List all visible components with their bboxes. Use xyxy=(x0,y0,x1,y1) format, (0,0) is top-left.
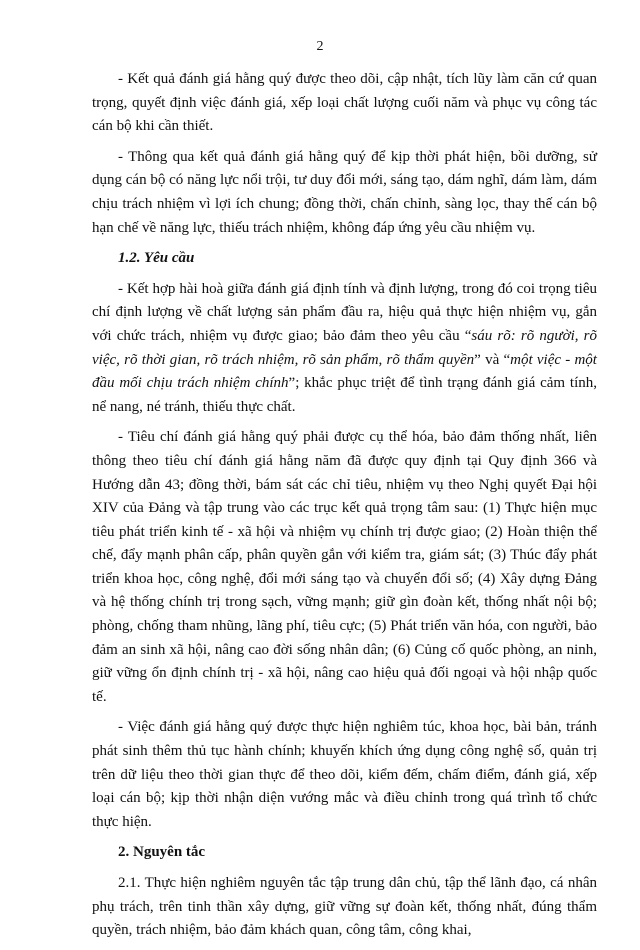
text-run: - Thông qua kết quả đánh giá hằng quý để kịp thời phát hiện, bồi dưỡng, sử dụng cán bộ có năng lực nổi trội, tư duy đổi mới, sáng tạo, dám nghĩ, dám làm, dám chịu trách nhiệm vì lợi ích chung; đồng thời, chấn chỉnh, sàng lọc, thay thế cán bộ hạn chế về năng lực, thiếu trách nhiệm, không đáp ứng yêu cầu nhiệm vụ. xyxy=(92,148,597,236)
text-run: - Tiêu chí đánh giá hằng quý phải được cụ thể hóa, bảo đảm thống nhất, liên thông theo tiêu chí đánh giá hằng năm đã được quy định tại Quy định 366 và Hướng dẫn 43; đồng thời, bám sát các chỉ tiêu, nhiệm vụ theo Nghị quyết Đại hội XIV của Đảng và tập trung vào các trục kết quả trọng tâm sau: (1) Thực hiện mục tiêu phát triển kinh tế - xã hội và nhiệm vụ chính trị được giao; (2) Hoàn thiện thể chế, đẩy mạnh phân cấp, phân quyền gắn với kiểm tra, giám sát; (3) Thúc đẩy phát triển khoa học, công nghệ, đổi mới sáng tạo và chuyển đổi số; (4) Xây dựng Đảng và hệ thống chính trị trong sạch, vững mạnh; giữ gìn đoàn kết, thống nhất nội bộ; phòng, chống tham nhũng, lãng phí, tiêu cực; (5) Phát triển văn hóa, con người, bảo đảm an sinh xã hội, nâng cao đời sống nhân dân; (6) Củng cố quốc phòng, an ninh, giữ vững ổn định chính trị - xã hội, nâng cao hiệu quả đối ngoại và hội nhập quốc tế. xyxy=(92,429,597,705)
paragraph xyxy=(92,716,597,834)
text-run: - Kết quả đánh giá hằng quý được theo dõi, cập nhật, tích lũy làm căn cứ quan trọng, quyết định việc đánh giá, xếp loại chất lượng cuối năm và phục vụ công tác cán bộ khi cần thiết. xyxy=(92,71,597,135)
paragraph xyxy=(92,146,597,240)
section-heading xyxy=(92,841,597,865)
page-number: 2 xyxy=(316,39,324,54)
text-run: ”; khắc phục triệt để tình trạng đánh giá cảm tính, nể nang, né tránh, thiếu thực chất. xyxy=(92,375,597,415)
paragraph xyxy=(92,426,597,709)
emphasis-text: một việc - một đầu mối chịu trách nhiệm chính xyxy=(92,351,597,392)
text-run: ” và “ xyxy=(474,351,511,368)
paragraph xyxy=(92,68,597,139)
paragraph xyxy=(92,872,597,943)
text-run: 2. Nguyên tắc xyxy=(118,844,206,861)
paragraph xyxy=(92,278,597,420)
text-run: 2.1. Thực hiện nghiêm nguyên tắc tập trung dân chủ, tập thể lãnh đạo, cá nhân phụ trách, trên tinh thần xây dựng, giữ vững sự đoàn kết, thống nhất, đúng thẩm quyền, trách nhiệm, bảo đảm khách quan, công tâm, công khai, xyxy=(92,875,597,939)
text-run: - Kết hợp hài hoà giữa đánh giá định tính và định lượng, trong đó coi trọng tiêu chí định lượng về chất lượng sản phẩm đầu ra, hiệu quả thực hiện nhiệm vụ, gắn với chức trách, nhiệm vụ được giao; bảo đảm theo yêu cầu “ xyxy=(92,280,597,344)
emphasis-text: sáu rõ: rõ người, rõ việc, rõ thời gian, rõ trách nhiệm, rõ sản phẩm, rõ thẩm quyền xyxy=(92,327,597,368)
text-run: 1.2. Yêu cầu xyxy=(118,250,195,267)
document-body xyxy=(92,68,597,950)
text-run: - Việc đánh giá hằng quý được thực hiện nghiêm túc, khoa học, bài bản, tránh phát sinh thêm thủ tục hành chính; khuyến khích ứng dụng công nghệ số, quản trị trên dữ liệu theo thời gian thực để theo dõi, kiểm đếm, chấm điểm, đánh giá, xếp loại cán bộ; kịp thời nhận diện vướng mắc và điều chỉnh trong quá trình tổ chức thực hiện. xyxy=(92,719,597,830)
section-heading xyxy=(92,247,597,271)
